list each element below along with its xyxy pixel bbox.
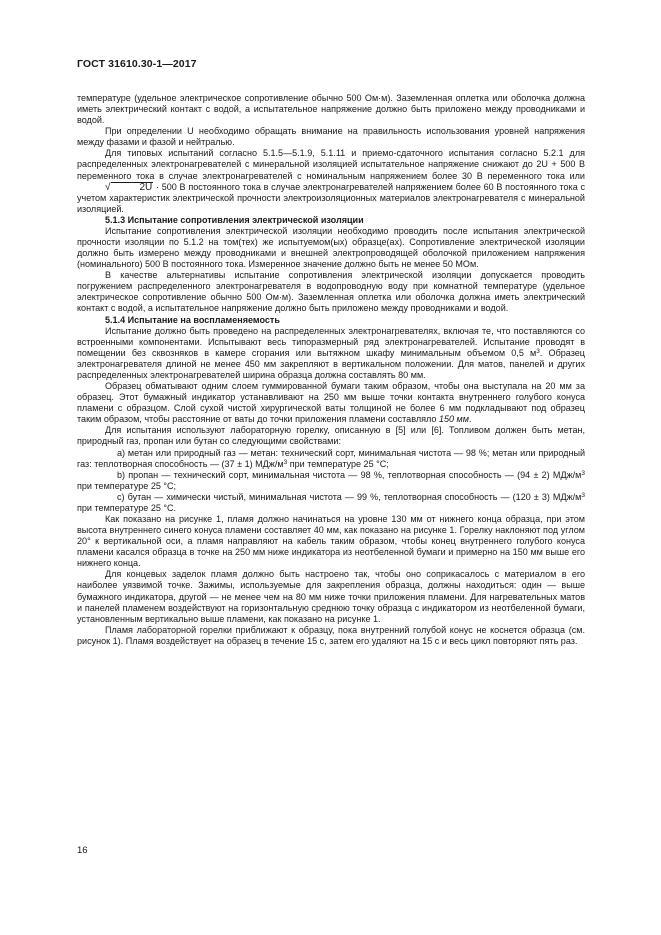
- list-item-propane-text: b) пропан — технический сорт, минимальная чистота — 98 %, теплотворная способность — (94 ± 2) МДж/м: [117, 469, 582, 480]
- document-body: [77, 93, 585, 647]
- list-item-butane-tail: при температуре 25 °C.: [77, 502, 177, 513]
- paragraph-test-voltage: [77, 148, 585, 214]
- paragraph-flammability-part2: . Образец электронагревателя длиной не менее 450 мм закрепляют в вертикальном положении. Для матов, панелей и других распределенных электронагревателей ширина образца должна составлять 80 мм.: [77, 347, 585, 380]
- paragraph-flame-cycle: Пламя лабораторной горелки приближают к образцу, пока внутренний голубой конус не коснется образца (см. рисунок 1). Пламя воздействует на образец в течение 15 с, затем его удаляют на 15 с и весь цикл повторяют пять раз.: [77, 624, 585, 646]
- standard-header: ГОСТ 31610.30-1—2017: [77, 58, 197, 70]
- paragraph-continuation: температуре (удельное электрическое сопротивление обычно 500 Ом·м). Заземленная оплетка или оболочка должна иметь электрический контакт с водой, а испытательное напряжение должно быть приложено между проводниками и водой.: [77, 93, 585, 126]
- paragraph-burner: Для испытания используют лабораторную горелку, описанную в [5] или [6]. Топливом должен быть метан, природный газ, пропан или бутан со следующими свойствами:: [77, 425, 585, 447]
- list-item-methane-text: a) метан или природный газ — метан: технический сорт, минимальная чистота — 98 %; метан или природный газ: теплотворная способность — (37 ± 1) МДж/м: [77, 447, 585, 469]
- paragraph-flammability-intro: [77, 326, 585, 381]
- section-heading-5-1-3: 5.1.3 Испытание сопротивления электрической изоляции: [105, 214, 364, 225]
- superscript: 3: [283, 458, 288, 466]
- list-item-methane: [77, 448, 585, 470]
- paragraph-sample-wrap: [77, 381, 585, 425]
- sqrt-formula: √ 2U: [105, 181, 153, 193]
- sqrt-radicand: 2U: [111, 182, 154, 193]
- list-item-butane: [77, 492, 585, 514]
- list-item-propane: [77, 470, 585, 492]
- list-item-methane-tail: при температуре 25 °C;: [287, 458, 389, 469]
- page-number: 16: [77, 845, 88, 856]
- list-item-propane-tail: при температуре 25 °C;: [77, 480, 177, 491]
- paragraph-insulation-test: Испытание сопротивления электрической изоляции необходимо проводить после испытания электрической прочности изоляции по 5.1.2 на том(тех) же испытуемом(ых) образце(ах). Сопротивление электрической изоляции должно быть измерено между проводниками и внешней электропроводящей оболочкой приложением напряжения (номинального) 500 В постоянного тока. Измеренное значение должно быть не менее 50 МОм.: [77, 225, 585, 270]
- superscript: 3: [581, 491, 585, 499]
- paragraph-flame-position: Как показано на рисунке 1, пламя должно начинаться на уровне 130 мм от нижнего конца образца, при этом высота внутреннего синего конуса пламени составляет 40 мм, как показано на рисунке 1. Горелку наклоняют под углом 20° к вертикальной оси, а пламя направляют на кабель таким образом, чтобы конец внутреннего голубого конуса пламени касался образца в точке на 250 мм ниже индикатора из неотбеленной бумаги и примерно на 150 мм выше его нижнего конца.: [77, 513, 585, 569]
- paragraph-flammability-part1: Испытание должно быть проведено на распределенных электронагревателях, включая те, что поставляются со встроенными компонентами. Испытывают весь типоразмерный ряд электронагревателей. Испытание проводят в помещении без сквозняков в камере сгорания или вытяжном шкафу минимальным объемом 0,5 м: [77, 325, 585, 358]
- superscript: 3: [536, 347, 540, 355]
- paragraph-end-terminations: Для концевых заделок пламя должно быть настроено так, чтобы оно соприкасалось с материалом в его наиболее уязвимой точке. Зажимы, используемые для закрепления образца, должны находиться: один — выше бумажного индикатора, другой — не менее чем на 80 мм ниже точки приложения пламени. Для нагревательных матов и панелей пламенем воздействуют на горизонтальную среднюю точку образца с индикатором из неотбеленной бумаги, установленным вертикально выше пламени, как показано на рисунке 1.: [77, 569, 585, 624]
- paragraph-sample-wrap-part2: .: [468, 414, 472, 425]
- paragraph-test-voltage-part2: · 500 В постоянного тока в случае электронагревателей напряжением более 60 В постоянного тока с учетом характеристик электрической прочности электроизоляционных материалов электронагревателя с минеральной изоляцией.: [77, 181, 585, 214]
- paragraph-sample-wrap-part1: Образец обматывают одним слоем гуммированной бумаги таким образом, чтобы она выступала на 20 мм за образец. Этот бумажный индикатор устанавливают на 250 мм выше точки контакта внутреннего голубого конуса пламени с образцом. Слой сухой чистой хирургической ваты толщиной не более 6 мм подкладывают под образец таким образом, чтобы расстояние от ваты до точки приложения пламени составляло: [77, 381, 585, 425]
- paragraph-insulation-alternative: В качестве альтернативы испытание сопротивления электрической изоляции допускается проводить погружением распределенного электронагревателя в водопроводную воду при комнатной температуре (удельное электрическое сопротивление обычно 500 Ом·м). Заземленная оплетка или оболочка должна иметь электрический контакт с водой, а испытательное напряжение должно быть приложено между проводниками и водой.: [77, 270, 585, 314]
- list-item-butane-text: c) бутан — химически чистый, минимальная чистота — 99 %, теплотворная способность — (120 ± 3) МДж/м: [117, 491, 582, 502]
- section-heading-5-1-4: 5.1.4 Испытание на воспламеняемость: [105, 314, 280, 325]
- paragraph-test-voltage-part1: Для типовых испытаний согласно 5.1.5—5.1.9, 5.1.11 и приемо-сдаточного испытания согласно 5.2.1 для распределенных электронагревателей с минеральной изоляцией испытательное напряжение снижают до 2U + 500 В переменного тока в случае электронагревателей с номинальным напряжением более 30 В переменного тока или: [77, 148, 585, 181]
- paragraph-sample-wrap-emphasis: 150 мм: [438, 414, 469, 425]
- superscript: 3: [581, 469, 585, 477]
- paragraph-voltage-note: При определении U необходимо обращать внимание на правильность использования уровней напряжения между фазами и фазой и нейтралью.: [77, 126, 585, 148]
